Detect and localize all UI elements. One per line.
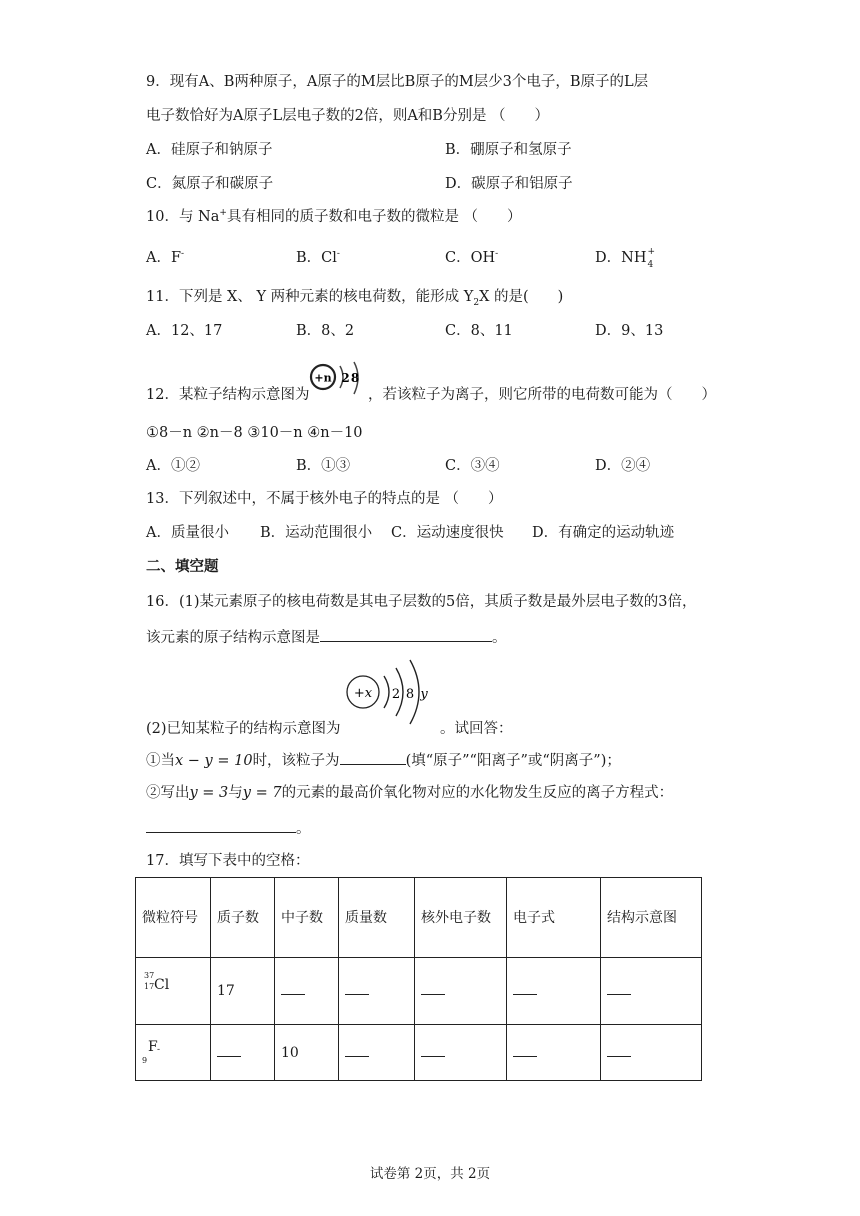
electron-formula-blank[interactable] [507,958,601,1025]
q13-option-b: B．运动范围很小 [260,525,373,541]
nucleus-label: +n [314,371,332,385]
answer-blank-ionic-equation[interactable] [146,817,296,833]
q17-stem: 17．填写下表中的空格： [146,853,310,869]
header-cell: 中子数 [275,878,339,958]
q10-option-a: A．F- [146,249,185,266]
structure-diagram-blank[interactable] [601,958,702,1025]
q9-option-c: C．氮原子和碳原子 [146,176,274,192]
q12-option-a: A．①② [146,458,200,474]
q11-option-d: D．9、13 [595,323,664,339]
q9-line1: 9．现有A、B两种原子，A原子的M层比B原子的M层少3个电子，B原子的L层 [146,74,649,90]
header-cell: 质子数 [211,878,275,958]
header-cell: 质量数 [339,878,415,958]
proton-cell: 17 [211,958,275,1025]
answer-blank-particle-type[interactable] [340,749,406,765]
page-footer: 试卷第 2页，共 2页 [369,1166,491,1182]
q12-stem-start: 12．某粒子结构示意图为 [146,387,310,403]
particle-symbol-cell [136,1025,211,1081]
shell-2-count: 8 [350,371,360,385]
neutron-cell: 10 [275,1025,339,1081]
mass-number-blank[interactable] [339,1025,415,1081]
q11-stem: 11．下列是 X、 Y 两种元素的核电荷数，能形成 $Y_2X$ 的是( ) [146,289,564,308]
q9-option-b: B．硼原子和氢原子 [445,142,572,158]
q13-option-a: A．质量很小 [146,525,229,541]
q9-line2: 电子数恰好为A原子L层电子数的2倍，则A和B分别是 （ ） [146,108,550,124]
electron-count-blank[interactable] [415,1025,507,1081]
q13-option-c: C．运动速度很快 [391,525,504,541]
q16-sub2: ②写出y = 3与y = 7的元素的最高价氧化物对应的水化物发生反应的离子方程式： [146,785,674,801]
q11-option-c: C．8、11 [445,323,513,339]
header-cell: 结构示意图 [601,878,702,958]
nuclide-symbol: 37 17 Cl [144,971,170,993]
q16-sub2-answer: 。 [146,817,311,839]
atom-structure-diagram-n [308,358,366,404]
q12-option-d: D．②④ [595,458,651,474]
q11-option-a: A．12、17 [146,323,223,339]
nucleus-label: +x [353,686,373,701]
mass-number-blank[interactable] [339,958,415,1025]
shell-1-count: 2 [341,371,350,385]
q12-stem-end: ，若该粒子为离子，则它所带的电荷数可能为（ ） [368,387,716,403]
proton-blank[interactable] [211,1025,275,1081]
answer-blank-structure[interactable] [320,626,492,642]
shell-1-count: 2 [391,687,401,702]
q13-option-d: D．有确定的运动轨迹 [532,525,675,541]
header-cell: 核外电子数 [415,878,507,958]
q9-option-a: A．硅原子和钠原子 [146,142,273,158]
table-header-row [136,878,702,958]
q9-option-d: D．碳原子和铝原子 [445,176,573,192]
atom-structure-diagram-x [340,654,440,730]
q16-part1-line1: 16．(1)某元素原子的核电荷数是其电子层数的5倍，其质子数是最外层电子数的3倍， [146,594,697,610]
q13-stem: 13．下列叙述中，不属于核外电子的特点的是 （ ） [146,491,503,507]
table-row [136,958,702,1025]
table-row [136,1025,702,1081]
q12-option-c: C．③④ [445,458,500,474]
neutron-blank[interactable] [275,958,339,1025]
q16-sub1: ①当x − y = 10时，该粒子为 (填“原子”“阳离子”或“阴离子”)； [146,749,621,771]
q10-option-d: D．NH + 4 [595,247,656,270]
q10-option-c: C．OH- [445,249,499,266]
shell-2-count: 8 [405,687,415,702]
header-cell: 微粒符号 [136,878,211,958]
q16-part1-line2: 该元素的原子结构示意图是 。 [146,626,507,648]
q12-choices: ①8－n ②n－8 ③10－n ④n－10 [146,425,363,441]
shell-3-count: y [420,687,428,702]
ion-symbol: 9 F - [142,1038,161,1065]
q16-part2-end: 。试回答： [440,721,513,737]
electron-formula-blank[interactable] [507,1025,601,1081]
q12-option-b: B．①③ [296,458,351,474]
q16-part2-start: (2)已知某粒子的结构示意图为 [146,721,341,737]
header-cell: 电子式 [507,878,601,958]
particle-table [135,877,702,1081]
electron-count-blank[interactable] [415,958,507,1025]
structure-diagram-blank[interactable] [601,1025,702,1081]
section-heading: 二、填空题 [146,559,219,575]
particle-symbol-cell [136,958,211,1025]
q10-option-b: B．Cl- [296,249,340,266]
q11-option-b: B．8、2 [296,323,355,339]
q10-stem: 10．与 Na+具有相同的质子数和电子数的微粒是 （ ） [146,208,522,225]
